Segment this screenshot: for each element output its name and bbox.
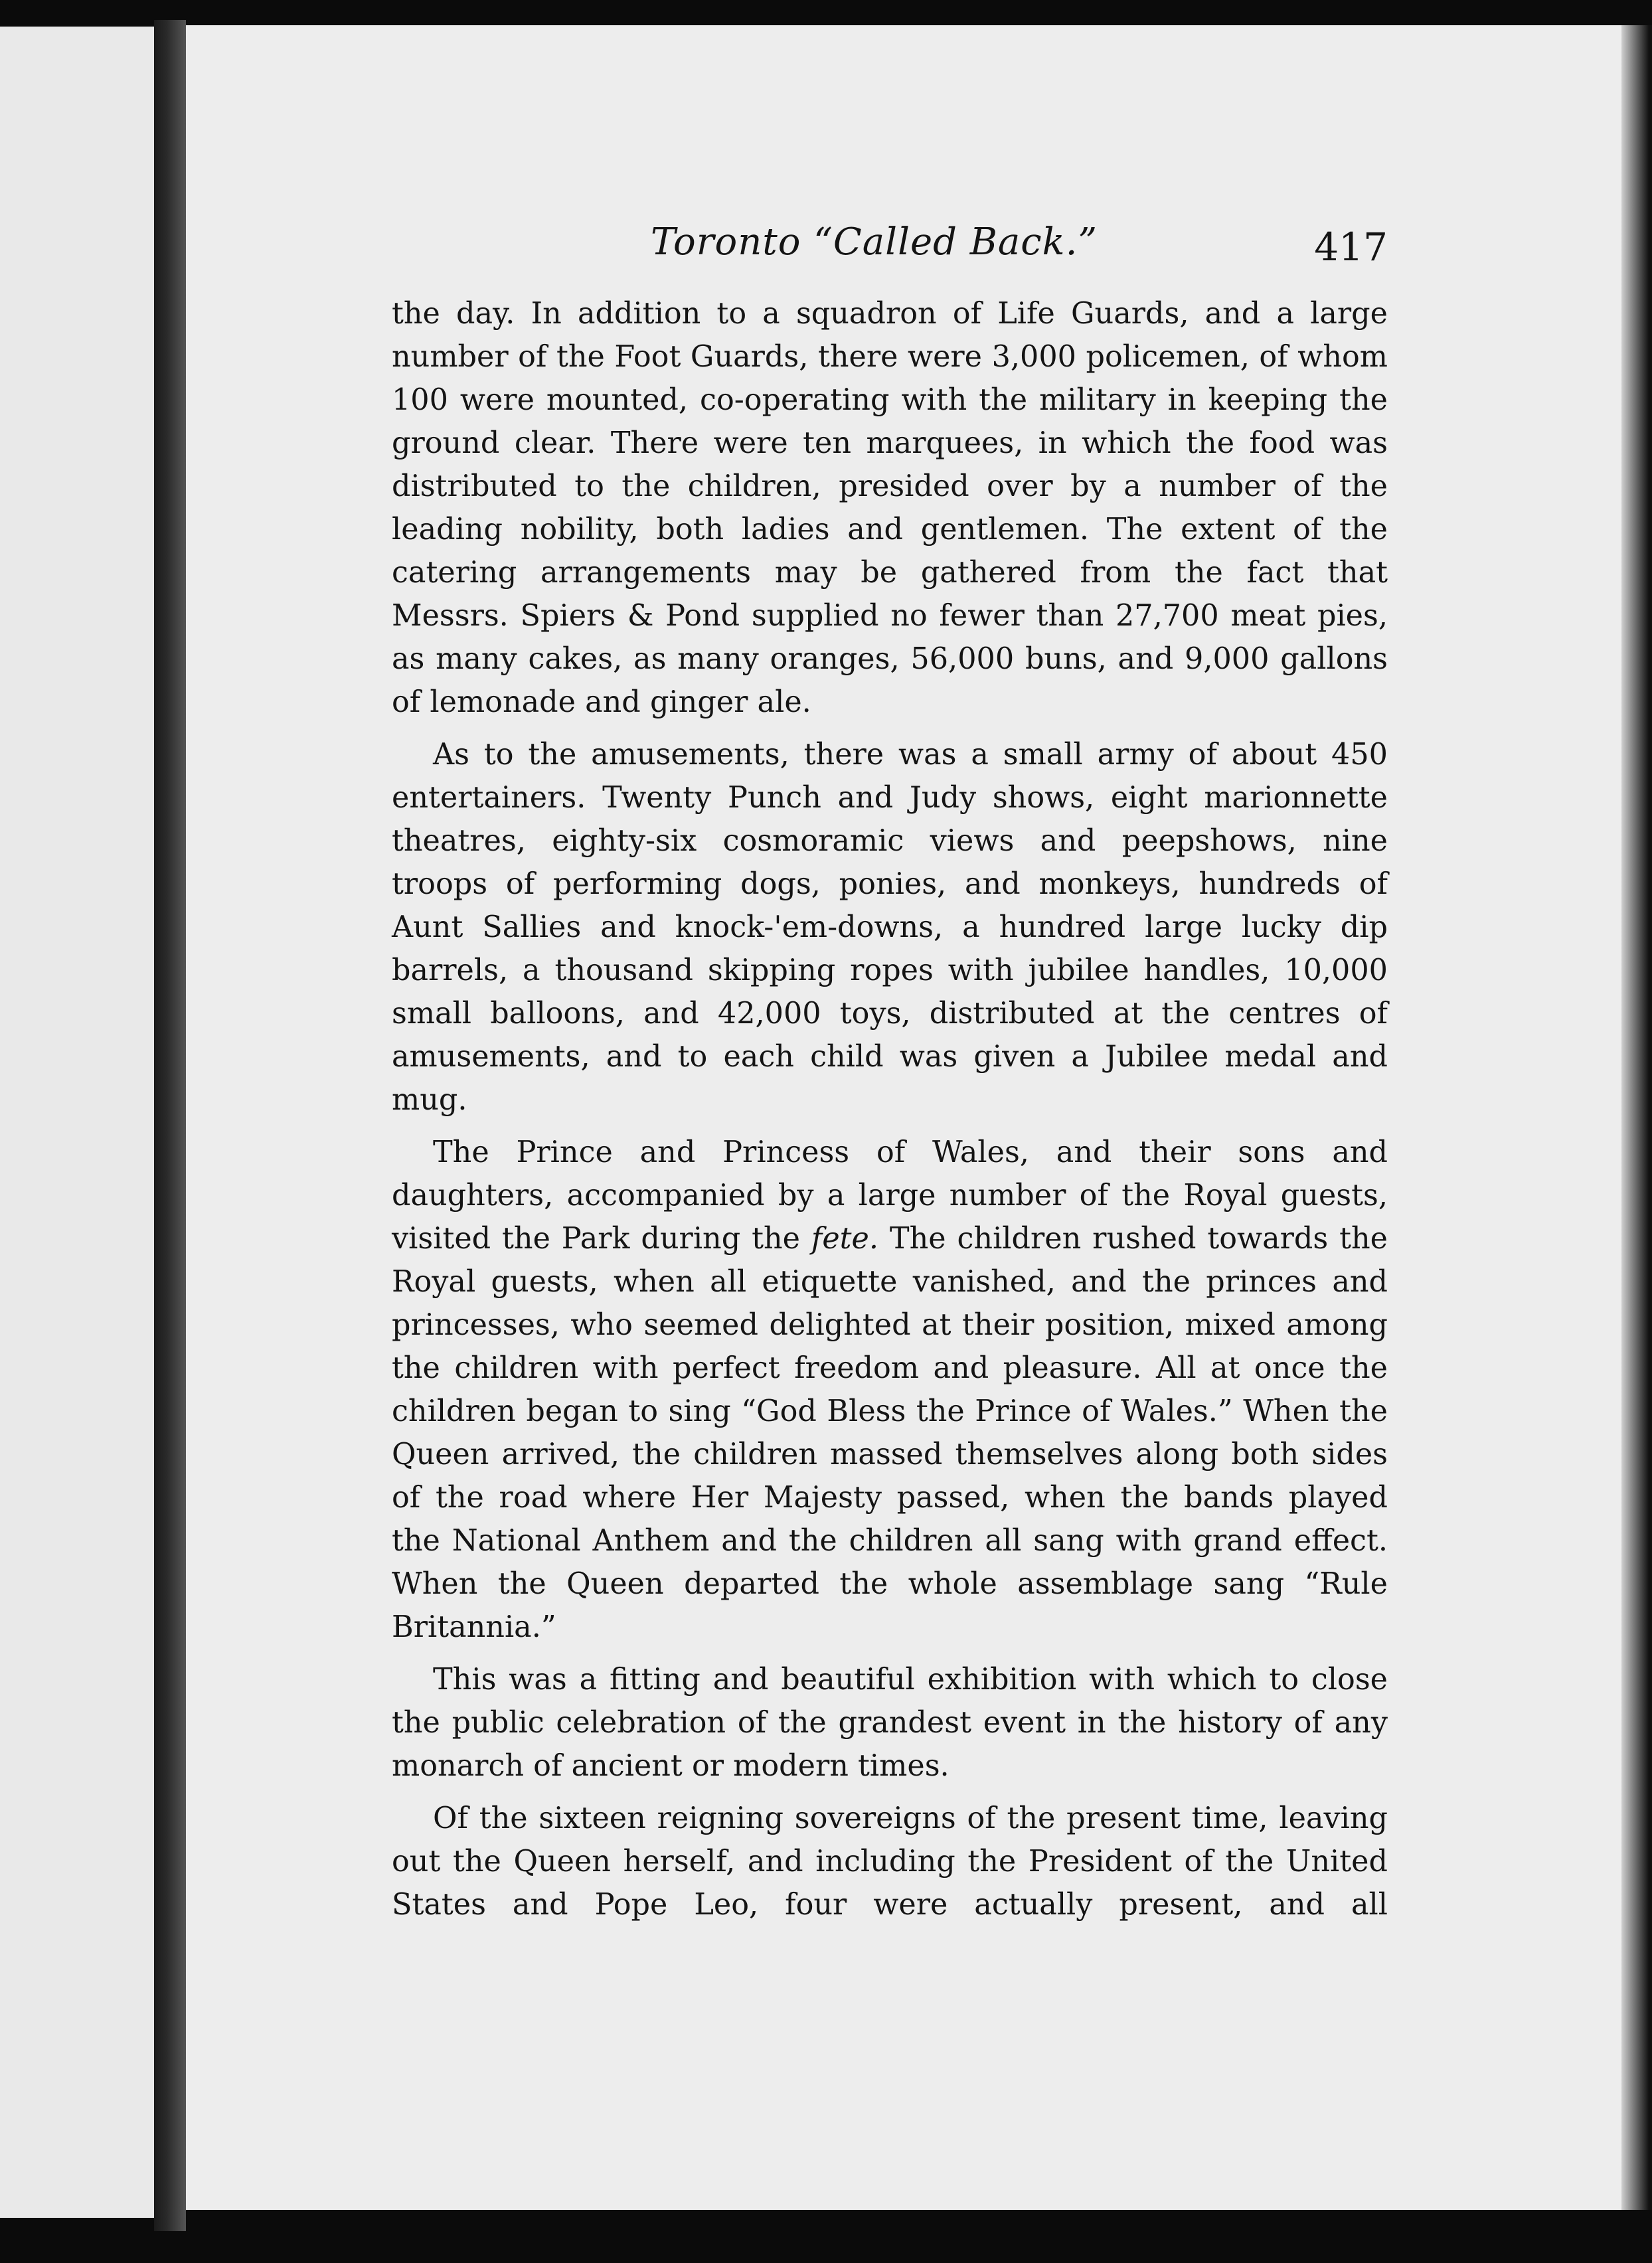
paragraph-2 [392,733,1388,1122]
book-gutter [154,20,186,2231]
paragraph-3-italic-word: fete. [811,1222,879,1256]
paragraph-4 [392,1658,1388,1788]
page-header [651,214,1388,274]
paragraph-4-text: This was a fitting and beautiful exhibition with which to close the public celebration of the grandest event in the history of any monarch of ancient or modern times. [392,1663,1388,1783]
page-edge-shadow [1621,25,1652,2210]
page-number: 417 [1314,224,1388,270]
paragraph-3-text-after: The children rushed towards the Royal guests, when all etiquette vanished, and the princes and princesses, who seemed delighted at their position, mixed among the children with perfect freedom and pleasure. All at once the children began to sing “God Bless the Prince of Wales.” When the Queen arrived, the children massed themselves along both sides of the road where Her Majesty passed, when the bands played the National Anthem and the children all sang with grand effect. When the Queen departed the whole assemblage sang “Rule Britannia.” [392,1222,1388,1644]
body-text [392,292,1388,1926]
facing-page-edge [0,27,154,2218]
paragraph-3 [392,1131,1388,1649]
paragraph-5 [392,1797,1388,1926]
paragraph-5-text: Of the sixteen reigning sovereigns of the present time, leaving out the Queen herself, and including the President of the United States and Pope Leo, four were actually present, and all [392,1802,1388,1922]
paragraph-1 [392,292,1388,724]
paragraph-1-text: the day. In addition to a squadron of Life Guards, and a large number of the Foot Guards, there were 3,000 policemen, of whom 100 were mounted, co-operating with the military in keeping the ground clear. There were ten marquees, in which the food was distributed to the children, presided over by a number of the leading nobility, both ladies and gentlemen. The extent of the catering arrangements may be gathered from the fact that Messrs. Spiers & Pond supplied no fewer than 27,700 meat pies, as many cakes, as many oranges, 56,000 buns, and 9,000 gallons of lemonade and ginger ale. [392,297,1388,719]
paragraph-2-text: As to the amusements, there was a small army of about 450 entertainers. Twenty Punch and Judy shows, eight marionnette theatres, eighty-six cosmoramic views and peepshows, nine troops of performing dogs, ponies, and monkeys, hundreds of Aunt Sallies and knock-'em-downs, a hundred large lucky dip barrels, a thousand skipping ropes with jubilee handles, 10,000 small balloons, and 42,000 toys, distributed at the centres of amusements, and to each child was given a Jubilee medal and mug. [392,738,1388,1117]
running-title: Toronto “Called Back.” [651,220,1098,264]
paragraph-3-text-before: The Prince and Princess of Wales, and their sons and daughters, accompanied by a large number of the Royal guests, visited the Park during the [392,1135,1388,1256]
